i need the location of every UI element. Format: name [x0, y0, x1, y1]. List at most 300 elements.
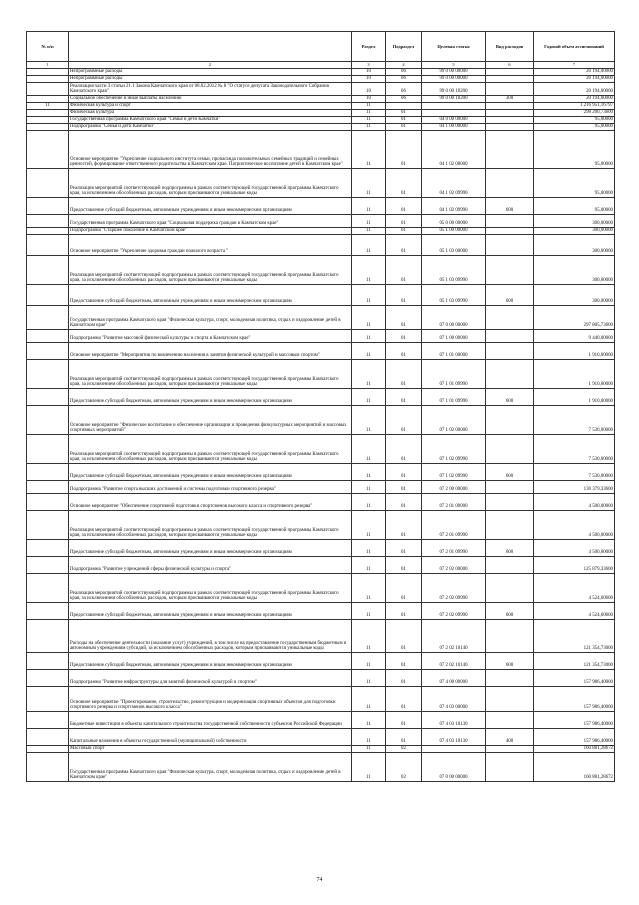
row-expense-type	[486, 255, 534, 284]
row-number	[27, 711, 69, 728]
row-expense-type	[486, 329, 534, 342]
row-target-article: 05 0 00 00000	[422, 214, 486, 227]
row-razdel: 11	[352, 342, 386, 359]
row-amount: 4 500,00000	[534, 493, 615, 510]
row-expense-type: 600	[486, 602, 534, 619]
row-podrazdel: 01	[386, 493, 422, 510]
row-name: Массовый спорт	[69, 745, 352, 752]
row-target-article: 05 1 00 00000	[422, 227, 486, 234]
table-row	[27, 116, 615, 123]
row-razdel: 11	[352, 227, 386, 234]
row-target-article: 07 4 03 10130	[422, 711, 486, 728]
row-podrazdel: 01	[386, 619, 422, 652]
row-target-article: 04 1 00 00000	[422, 123, 486, 130]
row-podrazdel: 01	[386, 434, 422, 463]
row-number	[27, 745, 69, 752]
column-number: 7	[534, 62, 615, 69]
row-amount: 7 530,00000	[534, 434, 615, 463]
row-podrazdel: 01	[386, 255, 422, 284]
row-amount: 300,00000	[534, 234, 615, 255]
row-amount: 121 354,73000	[534, 619, 615, 652]
row-name: Реализация части 3 статьи 21.1 Закона Камчатского края от 08.02.2012 № 8 "О статусе депутата Законодательного Собрания Камчатского края"	[69, 82, 352, 95]
row-amount: 95,00000	[534, 168, 615, 197]
table-row	[27, 602, 615, 619]
row-razdel: 11	[352, 109, 386, 116]
row-target-article: 07 2 02 10140	[422, 652, 486, 669]
row-podrazdel: 01	[386, 168, 422, 197]
row-podrazdel: 01	[386, 652, 422, 669]
row-razdel: 11	[352, 493, 386, 510]
row-amount: 157 986,40000	[534, 686, 615, 711]
row-razdel: 11	[352, 652, 386, 669]
row-razdel: 11	[352, 197, 386, 214]
row-razdel: 11	[352, 510, 386, 539]
row-number	[27, 686, 69, 711]
row-target-article: 07 2 02 09990	[422, 573, 486, 602]
row-podrazdel	[386, 102, 422, 109]
row-number	[27, 234, 69, 255]
row-razdel: 11	[352, 669, 386, 686]
row-podrazdel: 01	[386, 463, 422, 480]
row-number	[27, 305, 69, 329]
row-number	[27, 116, 69, 123]
table-row	[27, 711, 615, 728]
row-name: Подпрограмма "Развитие инфраструктуры для занятий физической культурой и спортом"	[69, 669, 352, 686]
row-podrazdel: 02	[386, 745, 422, 752]
row-podrazdel: 01	[386, 227, 422, 234]
row-number	[27, 255, 69, 284]
row-name: Основное мероприятие "Укрепление социального института семьи, пропаганда положительных семейных традиций и семейных ценностей, формирование ответственного родительства в Камчатском крае. Патриотическое воспитание детей в Камчатском крае"	[69, 130, 352, 168]
row-number: 11	[27, 102, 69, 109]
column-number: 6	[486, 62, 534, 69]
row-name: Непрограммные расходы	[69, 68, 352, 75]
row-number	[27, 728, 69, 745]
row-number	[27, 434, 69, 463]
table-row	[27, 669, 615, 686]
column-number: 3	[352, 62, 386, 69]
row-podrazdel: 01	[386, 480, 422, 493]
row-amount: 121 354,73000	[534, 652, 615, 669]
row-podrazdel: 06	[386, 75, 422, 82]
row-name: Предоставление субсидий бюджетным, автономным учреждениям и иным некоммерческим организациям	[69, 602, 352, 619]
row-amount: 20 194,00000	[534, 82, 615, 95]
table-row	[27, 539, 615, 556]
row-expense-type	[486, 109, 534, 116]
row-expense-type	[486, 573, 534, 602]
row-podrazdel: 02	[386, 752, 422, 781]
header-num: № п/п	[27, 32, 69, 62]
row-name: Предоставление субсидий бюджетным, автономным учреждениям и иным некоммерческим организациям	[69, 197, 352, 214]
table-row	[27, 480, 615, 493]
row-podrazdel: 01	[386, 405, 422, 434]
row-target-article: 07 4 00 00000	[422, 669, 486, 686]
row-target-article: 07 2 01 09990	[422, 510, 486, 539]
row-podrazdel: 01	[386, 234, 422, 255]
row-razdel: 10	[352, 82, 386, 95]
column-number: 1	[27, 62, 69, 69]
table-row	[27, 652, 615, 669]
row-amount: 1 910,00000	[534, 359, 615, 388]
row-target-article: 07 1 02 09990	[422, 463, 486, 480]
row-podrazdel: 01	[386, 388, 422, 405]
row-target-article: 07 1 02 00000	[422, 405, 486, 434]
table-row	[27, 342, 615, 359]
table-row	[27, 493, 615, 510]
row-amount: 300,00000	[534, 255, 615, 284]
row-amount: 160 881,28672	[534, 745, 615, 752]
row-razdel: 11	[352, 305, 386, 329]
row-expense-type	[486, 214, 534, 227]
row-number	[27, 573, 69, 602]
row-number	[27, 480, 69, 493]
table-row	[27, 510, 615, 539]
table-row	[27, 168, 615, 197]
table-row	[27, 463, 615, 480]
header-razdel: Раздел	[352, 32, 386, 62]
row-name: Основное мероприятие "Мероприятия по вовлечению населения в занятия физической культурой и массовым спортом"	[69, 342, 352, 359]
row-podrazdel: 01	[386, 116, 422, 123]
row-razdel: 11	[352, 539, 386, 556]
row-amount: 160 881,28672	[534, 752, 615, 781]
row-podrazdel: 01	[386, 214, 422, 227]
row-name: Государственная программа Камчатского края "Семья и дети Камчатки"	[69, 116, 352, 123]
row-razdel: 11	[352, 434, 386, 463]
header-name	[69, 32, 352, 62]
row-amount: 298 200,73600	[534, 109, 615, 116]
row-target-article: 04 1 02 00000	[422, 130, 486, 168]
row-target-article: 07 0 00 00000	[422, 305, 486, 329]
row-amount: 4 500,00000	[534, 510, 615, 539]
row-target-article: 07 1 01 09990	[422, 388, 486, 405]
row-target-article: 07 2 01 09990	[422, 539, 486, 556]
row-razdel: 10	[352, 68, 386, 75]
row-razdel: 10	[352, 75, 386, 82]
row-amount: 7 530,00000	[534, 463, 615, 480]
row-target-article: 99 0 00 10200	[422, 82, 486, 95]
row-amount: 125 879,33600	[534, 556, 615, 573]
row-name: Капитальные вложения в объекты государственной (муниципальной) собственности	[69, 728, 352, 745]
row-number	[27, 227, 69, 234]
row-podrazdel: 06	[386, 68, 422, 75]
table-row	[27, 329, 615, 342]
row-razdel: 11	[352, 329, 386, 342]
row-number	[27, 197, 69, 214]
row-razdel: 11	[352, 130, 386, 168]
table-row	[27, 75, 615, 82]
row-expense-type	[486, 130, 534, 168]
row-name: Предоставление субсидий бюджетным, автономным учреждениям и иным некоммерческим организациям	[69, 388, 352, 405]
row-razdel: 11	[352, 686, 386, 711]
row-expense-type: 600	[486, 652, 534, 669]
row-podrazdel: 06	[386, 82, 422, 95]
row-amount: 20 194,00000	[534, 95, 615, 102]
row-podrazdel: 06	[386, 95, 422, 102]
row-expense-type	[486, 227, 534, 234]
row-name: Предоставление субсидий бюджетным, автономным учреждениям и иным некоммерческим организациям	[69, 284, 352, 305]
row-name: Реализация мероприятий соответствующей подпрограммы в рамках соответствующей государственной программы Камчатского края, за исключением обособленных расходов, которым присваиваются уникальные коды	[69, 168, 352, 197]
row-expense-type: 400	[486, 728, 534, 745]
row-expense-type	[486, 75, 534, 82]
row-amount: 95,00000	[534, 123, 615, 130]
row-expense-type: 600	[486, 388, 534, 405]
row-name: Бюджетные инвестиции в объекты капитального строительства государственной собственности субъектов Российской Федерации	[69, 711, 352, 728]
row-razdel: 11	[352, 752, 386, 781]
row-amount: 95,00000	[534, 197, 615, 214]
table-row	[27, 227, 615, 234]
row-target-article: 07 2 00 00000	[422, 480, 486, 493]
row-name: Реализация мероприятий соответствующей подпрограммы в рамках соответствующей государственной программы Камчатского края, за исключением обособленных расходов, которым присваиваются уникальные коды	[69, 573, 352, 602]
row-expense-type	[486, 168, 534, 197]
row-name: Реализация мероприятий соответствующей подпрограммы в рамках соответствующей государственной программы Камчатского края, за исключением обособленных расходов, которым присваиваются уникальные коды	[69, 359, 352, 388]
table-row	[27, 359, 615, 388]
row-target-article: 07 2 02 00000	[422, 556, 486, 573]
row-razdel: 11	[352, 284, 386, 305]
row-amount: 300,00000	[534, 227, 615, 234]
row-number	[27, 342, 69, 359]
row-name: Предоставление субсидий бюджетным, автономным учреждениям и иным некоммерческим организациям	[69, 652, 352, 669]
row-name: Государственная программа Камчатского края "Социальная поддержка граждан в Камчатском крае"	[69, 214, 352, 227]
row-podrazdel: 01	[386, 109, 422, 116]
row-name: Физическая культура	[69, 109, 352, 116]
table-row	[27, 686, 615, 711]
row-number	[27, 214, 69, 227]
row-number	[27, 109, 69, 116]
row-amount: 297 805,73600	[534, 305, 615, 329]
row-expense-type	[486, 669, 534, 686]
table-body	[27, 68, 615, 781]
table-row	[27, 434, 615, 463]
row-target-article: 04 1 02 09990	[422, 168, 486, 197]
row-target-article: 05 1 03 09990	[422, 284, 486, 305]
row-expense-type: 600	[486, 539, 534, 556]
table-row	[27, 305, 615, 329]
table-row	[27, 255, 615, 284]
row-name: Государственная программа Камчатского края "Физическая культура, спорт, молодежная политика, отдых и оздоровление детей в Камчатском крае"	[69, 305, 352, 329]
row-podrazdel: 01	[386, 556, 422, 573]
row-razdel: 11	[352, 255, 386, 284]
table-row	[27, 619, 615, 652]
row-name: Основное мероприятие "Обеспечение спортивной подготовки спортсменов высокого класса и спортивного резерва"	[69, 493, 352, 510]
row-expense-type	[486, 405, 534, 434]
row-razdel: 11	[352, 602, 386, 619]
table-row	[27, 68, 615, 75]
row-amount: 1 216 951,16797	[534, 102, 615, 109]
row-podrazdel: 01	[386, 359, 422, 388]
row-expense-type	[486, 116, 534, 123]
row-razdel: 11	[352, 711, 386, 728]
table-row	[27, 405, 615, 434]
row-name: Реализация мероприятий соответствующей подпрограммы в рамках соответствующей государственной программы Камчатского края, за исключением обособленных расходов, которым присваиваются уникальные коды	[69, 255, 352, 284]
table-row	[27, 556, 615, 573]
row-expense-type: 600	[486, 197, 534, 214]
row-razdel: 11	[352, 745, 386, 752]
table-row	[27, 197, 615, 214]
row-razdel: 11	[352, 234, 386, 255]
row-number	[27, 539, 69, 556]
row-target-article: 07 1 02 09990	[422, 434, 486, 463]
row-number	[27, 619, 69, 652]
row-number	[27, 669, 69, 686]
table-row	[27, 752, 615, 781]
row-razdel: 11	[352, 123, 386, 130]
row-name: Основное мероприятие "Физическое воспитание и обеспечение организации и проведения физкультурных мероприятий и массовых спортивных мероприятий"	[69, 405, 352, 434]
row-target-article: 07 2 02 10140	[422, 619, 486, 652]
table-row	[27, 388, 615, 405]
row-amount: 157 986,40000	[534, 728, 615, 745]
row-podrazdel: 01	[386, 711, 422, 728]
table-row	[27, 214, 615, 227]
row-podrazdel: 01	[386, 197, 422, 214]
row-target-article: 04 0 00 00000	[422, 116, 486, 123]
row-name: Реализация мероприятий соответствующей подпрограммы в рамках соответствующей государственной программы Камчатского края, за исключением обособленных расходов, которым присваиваются уникальные коды	[69, 510, 352, 539]
row-target-article: 05 1 03 00000	[422, 234, 486, 255]
row-amount: 20 194,00000	[534, 75, 615, 82]
table-row	[27, 109, 615, 116]
row-name: Подпрограмма "Семья и дети Камчатки"	[69, 123, 352, 130]
row-target-article: 07 1 00 00000	[422, 329, 486, 342]
row-number	[27, 405, 69, 434]
row-number	[27, 82, 69, 95]
row-expense-type: 300	[486, 95, 534, 102]
row-number	[27, 602, 69, 619]
row-amount: 4 524,60600	[534, 602, 615, 619]
row-razdel: 11	[352, 405, 386, 434]
row-expense-type	[486, 359, 534, 388]
row-podrazdel: 01	[386, 539, 422, 556]
row-target-article: 07 1 01 00000	[422, 342, 486, 359]
row-number	[27, 510, 69, 539]
row-name: Основное мероприятие "Проектирование, строительство, реконструкция и модернизация спортивных объектов для подготовки спортивного резерва и спортсменов высокого класса"	[69, 686, 352, 711]
row-expense-type	[486, 123, 534, 130]
row-podrazdel: 01	[386, 284, 422, 305]
row-podrazdel: 01	[386, 329, 422, 342]
row-name: Реализация мероприятий соответствующей подпрограммы в рамках соответствующей государственной программы Камчатского края, за исключением обособленных расходов, которым присваиваются уникальные коды	[69, 434, 352, 463]
row-expense-type	[486, 434, 534, 463]
row-amount: 300,00000	[534, 284, 615, 305]
row-expense-type	[486, 234, 534, 255]
row-podrazdel: 01	[386, 342, 422, 359]
row-expense-type	[486, 82, 534, 95]
row-podrazdel: 01	[386, 305, 422, 329]
row-amount: 4 500,00000	[534, 539, 615, 556]
row-target-article: 99 0 00 00000	[422, 68, 486, 75]
row-number	[27, 284, 69, 305]
row-number	[27, 652, 69, 669]
row-expense-type	[486, 556, 534, 573]
row-podrazdel: 01	[386, 669, 422, 686]
page-number: 74	[316, 877, 323, 883]
row-target-article	[422, 102, 486, 109]
header-cs: Целевая статья	[422, 32, 486, 62]
row-razdel: 11	[352, 214, 386, 227]
row-amount: 157 986,40000	[534, 669, 615, 686]
row-amount: 95,00000	[534, 116, 615, 123]
row-expense-type: 600	[486, 284, 534, 305]
row-amount: 20 194,00000	[534, 68, 615, 75]
row-name: Подпрограмма "Старшее поколение в Камчатском крае"	[69, 227, 352, 234]
row-razdel: 11	[352, 728, 386, 745]
table-row	[27, 95, 615, 102]
row-target-article: 05 1 03 09990	[422, 255, 486, 284]
row-name: Предоставление субсидий бюджетным, автономным учреждениям и иным некоммерческим организациям	[69, 539, 352, 556]
row-podrazdel: 01	[386, 686, 422, 711]
table-row	[27, 123, 615, 130]
row-podrazdel: 01	[386, 123, 422, 130]
row-target-article: 07 2 01 00000	[422, 493, 486, 510]
table-row	[27, 284, 615, 305]
row-razdel: 11	[352, 168, 386, 197]
row-amount: 9 440,00000	[534, 329, 615, 342]
table-row	[27, 130, 615, 168]
row-expense-type	[486, 493, 534, 510]
row-razdel: 11	[352, 573, 386, 602]
row-number	[27, 68, 69, 75]
row-podrazdel: 01	[386, 510, 422, 539]
row-number	[27, 75, 69, 82]
row-name: Предоставление субсидий бюджетным, автономным учреждениям и иным некоммерческим организациям	[69, 463, 352, 480]
row-expense-type	[486, 752, 534, 781]
row-expense-type	[486, 711, 534, 728]
row-name: Подпрограмма "Развитие учреждений сферы физической культуры и спорта"	[69, 556, 352, 573]
row-target-article: 07 0 00 00000	[422, 752, 486, 781]
row-name: Социальное обеспечение и иные выплаты населению	[69, 95, 352, 102]
row-razdel: 11	[352, 102, 386, 109]
row-target-article: 07 2 02 09990	[422, 602, 486, 619]
row-amount: 7 530,00000	[534, 405, 615, 434]
row-podrazdel: 01	[386, 728, 422, 745]
row-expense-type	[486, 102, 534, 109]
row-podrazdel: 01	[386, 573, 422, 602]
row-razdel: 11	[352, 116, 386, 123]
row-amount: 95,00000	[534, 130, 615, 168]
row-expense-type	[486, 480, 534, 493]
row-number	[27, 168, 69, 197]
row-razdel: 11	[352, 359, 386, 388]
row-target-article	[422, 109, 486, 116]
row-expense-type	[486, 68, 534, 75]
table-header	[27, 32, 615, 69]
row-target-article: 07 1 01 09990	[422, 359, 486, 388]
row-target-article: 07 4 03 00000	[422, 686, 486, 711]
row-amount: 1 910,00000	[534, 342, 615, 359]
row-amount: 4 524,60600	[534, 573, 615, 602]
row-expense-type	[486, 619, 534, 652]
table-row	[27, 728, 615, 745]
row-number	[27, 329, 69, 342]
row-razdel: 11	[352, 619, 386, 652]
row-amount: 157 986,40000	[534, 711, 615, 728]
row-number	[27, 95, 69, 102]
row-number	[27, 123, 69, 130]
row-number	[27, 463, 69, 480]
header-podrazdel: Подраздел	[386, 32, 422, 62]
row-name: Подпрограмма "Развитие массовой физической культуры и спорта в Камчатском крае"	[69, 329, 352, 342]
row-amount: 1 910,00000	[534, 388, 615, 405]
table-row	[27, 82, 615, 95]
row-name: Подпрограмма "Развитие спорта высших достижений и системы подготовки спортивного резерва"	[69, 480, 352, 493]
row-podrazdel: 01	[386, 130, 422, 168]
column-number: 4	[386, 62, 422, 69]
row-expense-type	[486, 745, 534, 752]
row-podrazdel: 01	[386, 602, 422, 619]
row-expense-type	[486, 510, 534, 539]
row-number	[27, 493, 69, 510]
row-number	[27, 556, 69, 573]
row-name: Государственная программа Камчатского края "Физическая культура, спорт, молодежная политика, отдых и оздоровление детей в Камчатском крае"	[69, 752, 352, 781]
header-sum: Годовой объем ассигнований	[534, 32, 615, 62]
row-number	[27, 752, 69, 781]
row-razdel: 11	[352, 463, 386, 480]
